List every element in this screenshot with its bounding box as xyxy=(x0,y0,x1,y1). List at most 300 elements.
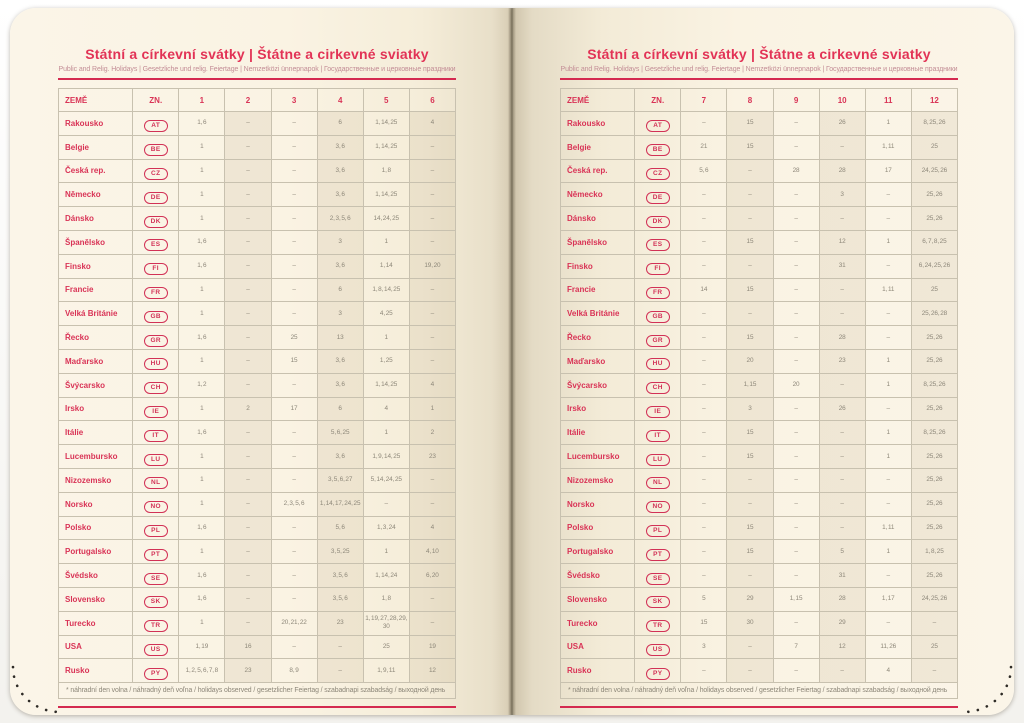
country-row xyxy=(561,159,958,183)
country-name-cell: Polsko xyxy=(59,516,133,540)
country-code-badge: PL xyxy=(646,525,670,537)
holiday-dates-cell: – xyxy=(225,326,271,350)
holiday-dates-cell: 15 xyxy=(727,421,773,445)
holiday-dates-cell: – xyxy=(773,611,819,635)
holiday-dates-cell: – xyxy=(271,207,317,231)
holiday-dates-cell: 4 xyxy=(865,659,911,683)
country-code-cell xyxy=(635,183,681,207)
holiday-dates-cell: 15 xyxy=(271,349,317,373)
holiday-dates-cell: – xyxy=(681,659,727,683)
holiday-dates-cell: – xyxy=(409,611,455,635)
holiday-dates-cell: – xyxy=(819,278,865,302)
country-name-cell: Velká Británie xyxy=(561,302,635,326)
holiday-dates-cell: 8, 25, 26 xyxy=(911,373,957,397)
holiday-dates-cell: 1, 25 xyxy=(363,349,409,373)
page-right xyxy=(512,8,1014,715)
header-row xyxy=(59,89,456,112)
holiday-dates-cell: – xyxy=(819,445,865,469)
country-code-cell xyxy=(133,635,179,659)
holiday-dates-cell: 1, 15 xyxy=(727,373,773,397)
holiday-dates-cell: 1, 8 xyxy=(363,587,409,611)
holiday-dates-cell: – xyxy=(773,230,819,254)
holiday-dates-cell: – xyxy=(819,373,865,397)
country-name-cell: Polsko xyxy=(561,516,635,540)
holiday-dates-cell: 16 xyxy=(225,635,271,659)
country-code-cell xyxy=(133,207,179,231)
country-name-cell: Švédsko xyxy=(561,564,635,588)
holiday-dates-cell: 1, 15 xyxy=(773,587,819,611)
page-left-content xyxy=(58,8,456,708)
country-code-badge: HU xyxy=(144,358,168,370)
holiday-dates-cell: 1 xyxy=(179,540,225,564)
holiday-dates-cell: – xyxy=(819,135,865,159)
holiday-dates-cell: – xyxy=(225,207,271,231)
country-name-cell: Norsko xyxy=(561,492,635,516)
holiday-dates-cell: – xyxy=(225,445,271,469)
holiday-dates-cell: – xyxy=(271,230,317,254)
holiday-dates-cell: – xyxy=(727,254,773,278)
holiday-dates-cell: – xyxy=(865,611,911,635)
country-code-badge: DK xyxy=(646,216,670,228)
holiday-dates-cell: – xyxy=(865,564,911,588)
holiday-dates-cell: 1 xyxy=(865,445,911,469)
country-name-cell: Španělsko xyxy=(59,230,133,254)
country-row xyxy=(561,445,958,469)
holiday-dates-cell: – xyxy=(225,302,271,326)
country-code-cell xyxy=(635,302,681,326)
holiday-dates-cell: 1 xyxy=(363,540,409,564)
holiday-dates-cell: – xyxy=(773,540,819,564)
holiday-dates-cell: – xyxy=(681,254,727,278)
country-row xyxy=(561,397,958,421)
holiday-dates-cell: 25, 26 xyxy=(911,516,957,540)
country-code-cell xyxy=(133,611,179,635)
holiday-dates-cell: 1 xyxy=(865,112,911,136)
month-column-header: 9 xyxy=(773,89,819,112)
holiday-dates-cell: – xyxy=(409,159,455,183)
country-name-cell: Lucembursko xyxy=(561,445,635,469)
country-row xyxy=(561,516,958,540)
holiday-dates-cell: – xyxy=(773,397,819,421)
country-code-cell xyxy=(635,207,681,231)
country-name-cell: Belgie xyxy=(59,135,133,159)
holiday-dates-cell: – xyxy=(271,373,317,397)
holiday-dates-cell: 1, 6 xyxy=(179,230,225,254)
holiday-dates-cell: 28 xyxy=(819,159,865,183)
country-row xyxy=(561,349,958,373)
country-name-cell: Finsko xyxy=(59,254,133,278)
country-code-badge: FI xyxy=(144,263,168,275)
holiday-dates-cell: 1, 8 xyxy=(363,159,409,183)
holiday-dates-cell: – xyxy=(681,492,727,516)
holiday-dates-cell: – xyxy=(681,302,727,326)
country-name-cell: Slovensko xyxy=(59,587,133,611)
holiday-dates-cell: 5 xyxy=(681,587,727,611)
holiday-dates-cell: 29 xyxy=(727,587,773,611)
holiday-dates-cell: 1 xyxy=(179,159,225,183)
month-column-header: 5 xyxy=(363,89,409,112)
holiday-dates-cell: – xyxy=(865,302,911,326)
country-name-cell: Nizozemsko xyxy=(59,468,133,492)
holiday-dates-cell: – xyxy=(819,659,865,683)
country-code-cell xyxy=(635,611,681,635)
holiday-dates-cell: – xyxy=(727,207,773,231)
holiday-dates-cell: 20 xyxy=(727,349,773,373)
holiday-dates-cell: 1, 6 xyxy=(179,421,225,445)
holiday-dates-cell: 1, 14, 17, 24, 25 xyxy=(317,492,363,516)
country-row xyxy=(59,540,456,564)
holiday-dates-cell: – xyxy=(409,207,455,231)
country-name-cell: Turecko xyxy=(561,611,635,635)
country-row xyxy=(59,516,456,540)
country-row xyxy=(59,302,456,326)
holiday-dates-cell: – xyxy=(271,112,317,136)
holiday-dates-cell: – xyxy=(225,112,271,136)
month-column-header: 4 xyxy=(317,89,363,112)
holiday-dates-cell: 1 xyxy=(865,373,911,397)
holiday-dates-cell: 1 xyxy=(179,135,225,159)
holiday-dates-cell: 1 xyxy=(179,278,225,302)
page-right-content xyxy=(560,8,958,708)
country-row xyxy=(59,397,456,421)
holiday-dates-cell: – xyxy=(271,135,317,159)
holiday-dates-cell: – xyxy=(819,421,865,445)
holiday-dates-cell: – xyxy=(773,112,819,136)
holiday-dates-cell: – xyxy=(409,349,455,373)
holiday-dates-cell: – xyxy=(819,492,865,516)
country-code-cell xyxy=(635,492,681,516)
country-code-cell xyxy=(133,326,179,350)
holiday-dates-cell: – xyxy=(317,635,363,659)
holiday-dates-cell: – xyxy=(271,468,317,492)
holiday-dates-cell: 30 xyxy=(727,611,773,635)
country-code-cell xyxy=(635,540,681,564)
holiday-dates-cell: – xyxy=(911,611,957,635)
page-left xyxy=(10,8,512,715)
holiday-dates-cell: – xyxy=(225,135,271,159)
country-name-cell: Portugalsko xyxy=(59,540,133,564)
page-title: Státní a církevní svátky | Štátne a cirkevné sviatky xyxy=(587,46,931,62)
month-column-header: 8 xyxy=(727,89,773,112)
holiday-dates-cell: 1 xyxy=(865,540,911,564)
country-code-cell xyxy=(133,373,179,397)
footnote-row xyxy=(59,683,456,699)
country-code-badge: CH xyxy=(646,382,670,394)
holiday-dates-cell: 2 xyxy=(225,397,271,421)
month-column-header: 10 xyxy=(819,89,865,112)
country-code-cell xyxy=(133,659,179,683)
holiday-dates-cell: – xyxy=(271,278,317,302)
country-row xyxy=(59,659,456,683)
country-row xyxy=(59,421,456,445)
country-code-badge: BE xyxy=(144,144,168,156)
holiday-dates-cell: – xyxy=(271,159,317,183)
holiday-dates-cell: 8, 25, 26 xyxy=(911,421,957,445)
holiday-dates-cell: – xyxy=(225,587,271,611)
holiday-dates-cell: – xyxy=(773,278,819,302)
country-code-badge: GR xyxy=(144,335,168,347)
country-name-cell: Irsko xyxy=(59,397,133,421)
holiday-dates-cell: – xyxy=(681,421,727,445)
country-code-cell xyxy=(635,445,681,469)
country-row xyxy=(59,112,456,136)
country-code-cell xyxy=(133,278,179,302)
holiday-dates-cell: 4 xyxy=(409,112,455,136)
holiday-dates-cell: – xyxy=(271,516,317,540)
country-row xyxy=(561,135,958,159)
country-name-cell: Česká rep. xyxy=(561,159,635,183)
holiday-dates-cell: – xyxy=(727,659,773,683)
holiday-dates-cell: 25, 26 xyxy=(911,564,957,588)
country-name-cell: Portugalsko xyxy=(561,540,635,564)
country-code-badge: PY xyxy=(646,668,670,680)
country-row xyxy=(59,230,456,254)
country-code-badge: HU xyxy=(646,358,670,370)
country-row xyxy=(59,183,456,207)
country-code-cell xyxy=(133,492,179,516)
holiday-dates-cell: 1 xyxy=(363,326,409,350)
holiday-dates-cell: – xyxy=(773,135,819,159)
country-row xyxy=(59,326,456,350)
country-name-cell: Německo xyxy=(561,183,635,207)
holiday-dates-cell: – xyxy=(225,254,271,278)
country-code-cell xyxy=(635,373,681,397)
country-code-badge: TR xyxy=(144,620,168,632)
country-row xyxy=(59,468,456,492)
holiday-dates-cell: – xyxy=(271,183,317,207)
holiday-dates-cell: 3 xyxy=(681,635,727,659)
holiday-dates-cell: 2, 3, 5, 6 xyxy=(317,207,363,231)
country-code-cell xyxy=(635,254,681,278)
holiday-dates-cell: 1 xyxy=(865,421,911,445)
holiday-dates-cell: 15 xyxy=(727,112,773,136)
country-row xyxy=(59,349,456,373)
holiday-dates-cell: 3, 5, 25 xyxy=(317,540,363,564)
month-column-header: 6 xyxy=(409,89,455,112)
holiday-dates-cell: 1, 14, 25 xyxy=(363,112,409,136)
holiday-dates-cell: – xyxy=(409,492,455,516)
country-code-badge: NO xyxy=(646,501,670,513)
country-code-cell xyxy=(635,564,681,588)
holiday-dates-cell: 4 xyxy=(363,397,409,421)
country-row xyxy=(561,611,958,635)
holiday-dates-cell: 3, 6 xyxy=(317,254,363,278)
table-body xyxy=(561,112,958,683)
holiday-dates-cell: – xyxy=(225,183,271,207)
bottom-rule xyxy=(560,706,958,708)
country-code-cell xyxy=(635,516,681,540)
holiday-dates-cell: 31 xyxy=(819,564,865,588)
holidays-table-right xyxy=(560,88,958,699)
country-row xyxy=(561,373,958,397)
country-name-cell: USA xyxy=(59,635,133,659)
country-code-cell xyxy=(133,540,179,564)
country-code-badge: US xyxy=(646,644,670,656)
holiday-dates-cell: 3, 6 xyxy=(317,373,363,397)
country-name-cell: Dánsko xyxy=(561,207,635,231)
footnote-row xyxy=(561,683,958,699)
holiday-dates-cell: 20 xyxy=(773,373,819,397)
holiday-dates-cell: 28 xyxy=(773,159,819,183)
country-code-badge: NL xyxy=(646,477,670,489)
holiday-dates-cell: – xyxy=(681,468,727,492)
holiday-dates-cell: 1 xyxy=(865,230,911,254)
country-code-cell xyxy=(133,302,179,326)
holiday-dates-cell: – xyxy=(271,421,317,445)
holiday-dates-cell: 12 xyxy=(409,659,455,683)
country-code-cell xyxy=(635,159,681,183)
holiday-dates-cell: 17 xyxy=(271,397,317,421)
country-row xyxy=(59,587,456,611)
country-name-cell: Dánsko xyxy=(59,207,133,231)
country-code-badge: IT xyxy=(144,430,168,442)
holiday-dates-cell: – xyxy=(409,302,455,326)
holiday-dates-cell: – xyxy=(727,564,773,588)
header-row xyxy=(561,89,958,112)
column-header-code: ZN. xyxy=(635,89,681,112)
holiday-dates-cell: – xyxy=(409,468,455,492)
holiday-dates-cell: – xyxy=(409,183,455,207)
holiday-dates-cell: 31 xyxy=(819,254,865,278)
holiday-dates-cell: – xyxy=(865,183,911,207)
holiday-dates-cell: – xyxy=(317,659,363,683)
country-code-cell xyxy=(133,445,179,469)
holiday-dates-cell: 1 xyxy=(179,397,225,421)
holiday-dates-cell: 1, 8, 25 xyxy=(911,540,957,564)
month-column-header: 7 xyxy=(681,89,727,112)
holiday-dates-cell: 1, 11 xyxy=(865,278,911,302)
holiday-dates-cell: – xyxy=(773,468,819,492)
holiday-dates-cell: 15 xyxy=(727,540,773,564)
country-code-badge: AT xyxy=(144,120,168,132)
holiday-dates-cell: 3 xyxy=(317,230,363,254)
country-code-badge: LU xyxy=(144,454,168,466)
holiday-dates-cell: 1, 9, 11 xyxy=(363,659,409,683)
country-name-cell: Itálie xyxy=(561,421,635,445)
holiday-dates-cell: – xyxy=(681,326,727,350)
holiday-dates-cell: 1, 19, 27, 28, 29, 30 xyxy=(363,611,409,635)
country-code-badge: PY xyxy=(144,668,168,680)
holiday-dates-cell: 25, 26, 28 xyxy=(911,302,957,326)
holiday-dates-cell: 1, 9, 14, 25 xyxy=(363,445,409,469)
holiday-dates-cell: – xyxy=(271,302,317,326)
footnote: * náhradní den volna / náhradný deň voľna / holidays observed / gesetzlicher Feiertag / szabadnapi szabadság / выходной день xyxy=(59,683,456,699)
holiday-dates-cell: 1, 14, 25 xyxy=(363,135,409,159)
holiday-dates-cell: 1, 11 xyxy=(865,135,911,159)
holiday-dates-cell: 25, 26 xyxy=(911,207,957,231)
country-name-cell: Turecko xyxy=(59,611,133,635)
holiday-dates-cell: 1, 14, 24 xyxy=(363,564,409,588)
country-code-badge: FR xyxy=(646,287,670,299)
holiday-dates-cell: 23 xyxy=(317,611,363,635)
holiday-dates-cell: – xyxy=(773,302,819,326)
holiday-dates-cell: 8, 25, 26 xyxy=(911,112,957,136)
top-rule xyxy=(560,78,958,80)
country-code-cell xyxy=(635,112,681,136)
holiday-dates-cell: – xyxy=(681,349,727,373)
holiday-dates-cell: – xyxy=(773,564,819,588)
country-code-badge: TR xyxy=(646,620,670,632)
holiday-dates-cell: – xyxy=(681,207,727,231)
holiday-dates-cell: – xyxy=(681,564,727,588)
holiday-dates-cell: 1, 6 xyxy=(179,326,225,350)
country-code-cell xyxy=(635,349,681,373)
holiday-dates-cell: – xyxy=(865,254,911,278)
holiday-dates-cell: – xyxy=(865,468,911,492)
holiday-dates-cell: – xyxy=(681,397,727,421)
holiday-dates-cell: 1, 2, 5, 6, 7, 8 xyxy=(179,659,225,683)
holiday-dates-cell: 6, 20 xyxy=(409,564,455,588)
holiday-dates-cell: – xyxy=(271,254,317,278)
holiday-dates-cell: 25 xyxy=(911,635,957,659)
holiday-dates-cell: – xyxy=(225,159,271,183)
holiday-dates-cell: 5, 6 xyxy=(317,516,363,540)
country-code-badge: GR xyxy=(646,335,670,347)
holiday-dates-cell: – xyxy=(681,445,727,469)
holiday-dates-cell: – xyxy=(225,611,271,635)
holiday-dates-cell: – xyxy=(865,326,911,350)
country-name-cell: Řecko xyxy=(561,326,635,350)
holiday-dates-cell: – xyxy=(819,207,865,231)
holiday-dates-cell: 1 xyxy=(179,302,225,326)
holiday-dates-cell: – xyxy=(681,516,727,540)
country-code-badge: US xyxy=(144,644,168,656)
holiday-dates-cell: 25 xyxy=(363,635,409,659)
country-code-cell xyxy=(133,135,179,159)
holiday-dates-cell: 14 xyxy=(681,278,727,302)
holiday-dates-cell: – xyxy=(681,230,727,254)
holiday-dates-cell: 12 xyxy=(819,230,865,254)
month-column-header: 11 xyxy=(865,89,911,112)
holiday-dates-cell: – xyxy=(727,183,773,207)
holiday-dates-cell: 15 xyxy=(727,516,773,540)
holiday-dates-cell: 26 xyxy=(819,397,865,421)
holiday-dates-cell: – xyxy=(911,659,957,683)
holiday-dates-cell: 1, 11 xyxy=(865,516,911,540)
country-name-cell: Nizozemsko xyxy=(561,468,635,492)
country-code-cell xyxy=(635,326,681,350)
holiday-dates-cell: 15 xyxy=(727,230,773,254)
country-code-cell xyxy=(635,587,681,611)
holiday-dates-cell: – xyxy=(727,468,773,492)
country-row xyxy=(59,564,456,588)
holiday-dates-cell: 2, 3, 5, 6 xyxy=(271,492,317,516)
country-code-cell xyxy=(635,397,681,421)
holiday-dates-cell: 25, 26 xyxy=(911,349,957,373)
country-row xyxy=(59,278,456,302)
holiday-dates-cell: 29 xyxy=(819,611,865,635)
holiday-dates-cell: 15 xyxy=(727,445,773,469)
country-row xyxy=(561,564,958,588)
country-name-cell: Rusko xyxy=(59,659,133,683)
country-code-badge: SE xyxy=(646,573,670,585)
holiday-dates-cell: – xyxy=(773,183,819,207)
country-row xyxy=(59,373,456,397)
holiday-dates-cell: 6 xyxy=(317,397,363,421)
country-code-badge: DE xyxy=(646,192,670,204)
holiday-dates-cell: 1, 6 xyxy=(179,516,225,540)
country-row xyxy=(561,421,958,445)
country-code-badge: NL xyxy=(144,477,168,489)
country-code-cell xyxy=(133,397,179,421)
country-code-badge: CZ xyxy=(646,168,670,180)
holiday-dates-cell: 1 xyxy=(179,445,225,469)
country-name-cell: Irsko xyxy=(561,397,635,421)
holiday-dates-cell: – xyxy=(409,326,455,350)
country-code-badge: IT xyxy=(646,430,670,442)
country-code-cell xyxy=(133,421,179,445)
holiday-dates-cell: 4 xyxy=(409,373,455,397)
